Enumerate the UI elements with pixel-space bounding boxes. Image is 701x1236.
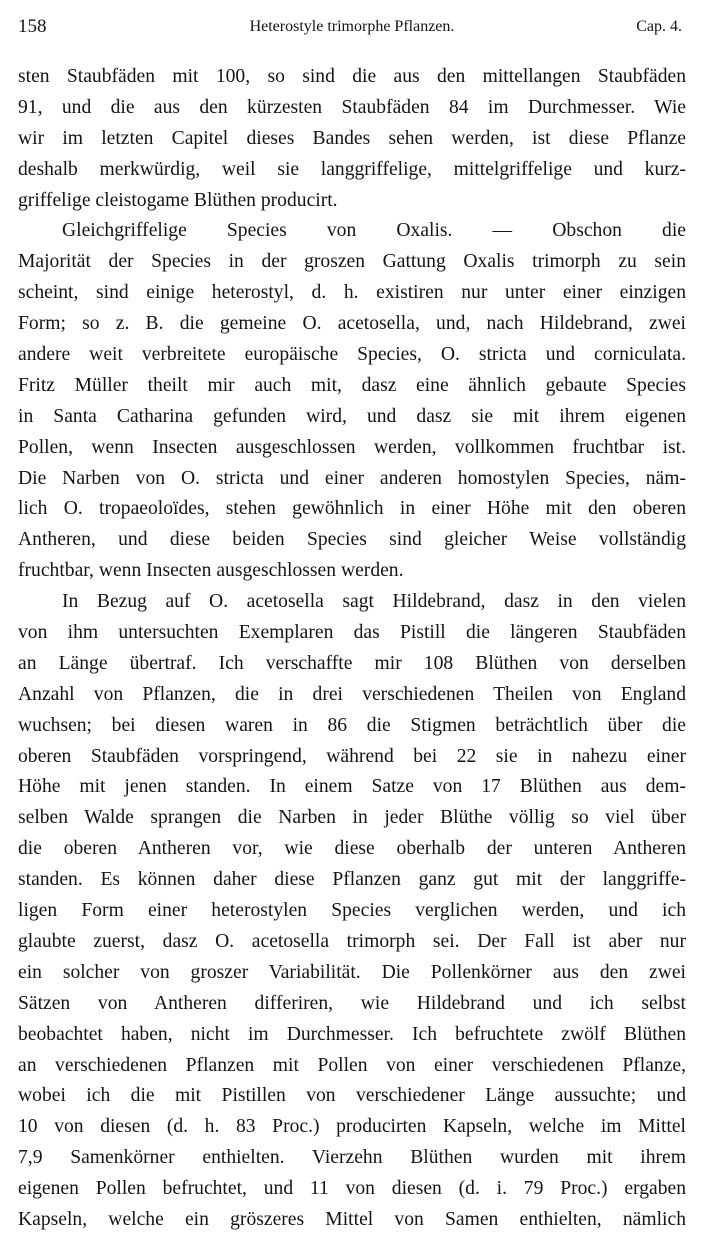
- body-text: [18, 62, 686, 1236]
- text-line: [18, 525, 686, 556]
- text-line-content: selben Walde sprangen die Narben in jeder Blüthe völlig so viel über: [18, 807, 686, 829]
- text-line: [18, 1020, 686, 1051]
- text-line: [18, 124, 686, 155]
- text-line-content: 10 von diesen (d. h. 83 Proc.) producirten Kapseln, welche im Mittel: [18, 1116, 686, 1138]
- text-line: [18, 989, 686, 1020]
- text-line-content: Kapseln, welche ein gröszeres Mittel von Samen enthielten, nämlich: [18, 1208, 686, 1230]
- text-line-content: andere weit verbreitete europäische Species, O. stricta und corniculata.: [18, 344, 686, 366]
- text-line-content: 91, und die aus den kürzesten Staubfäden 84 im Durchmesser. Wie: [18, 96, 686, 118]
- text-line: [18, 556, 686, 587]
- text-line: [18, 216, 686, 247]
- text-line-content: Form; so z. B. die gemeine O. acetosella, und, nach Hildebrand, zwei: [18, 313, 686, 335]
- text-line: [18, 1112, 686, 1143]
- running-title: Heterostyle trimorphe Pflanzen.: [249, 18, 455, 35]
- text-line-content: an Länge übertraf. Ich verschaffte mir 108 Blüthen von derselben: [18, 652, 686, 674]
- text-line: [18, 247, 686, 278]
- text-line-content: griffelige cleistogame Blüthen producirt.: [18, 189, 338, 211]
- text-line-content: wir im letzten Capitel dieses Bandes sehen werden, ist diese Pflanze: [18, 127, 686, 149]
- text-line: [18, 649, 686, 680]
- text-line-content: von ihm untersuchten Exemplaren das Pistill die längeren Staubfäden: [18, 622, 686, 644]
- text-line-content: Gleichgriffelige Species von Oxalis. — Obschon die: [62, 220, 686, 242]
- text-line: [18, 865, 686, 896]
- text-line-content: Höhe mit jenen standen. In einem Satze von 17 Blüthen aus dem-: [18, 776, 686, 798]
- text-line-content: Fritz Müller theilt mir auch mit, dasz eine ähnlich gebaute Species: [18, 374, 686, 396]
- text-line: [18, 278, 686, 309]
- text-line-content: wuchsen; bei diesen waren in 86 die Stigmen beträchtlich über die: [18, 714, 686, 736]
- book-page: [18, 12, 686, 1236]
- text-line-content: lich O. tropaeoloïdes, stehen gewöhnlich in einer Höhe mit den oberen: [18, 498, 686, 520]
- text-line: [18, 371, 686, 402]
- text-line: [18, 62, 686, 93]
- text-line: [18, 896, 686, 927]
- text-line: [18, 494, 686, 525]
- text-line: [18, 433, 686, 464]
- text-line-content: eigenen Pollen befruchtet, und 11 von diesen (d. i. 79 Proc.) ergaben: [18, 1178, 686, 1200]
- text-line: [18, 1174, 686, 1205]
- text-line-content: fruchtbar, wenn Insecten ausgeschlossen werden.: [18, 560, 404, 582]
- text-line: [18, 680, 686, 711]
- text-line-content: an verschiedenen Pflanzen mit Pollen von einer verschiedenen Pflanze,: [18, 1054, 686, 1076]
- text-line: [18, 402, 686, 433]
- page-number: 158: [18, 16, 47, 37]
- text-line-content: sten Staubfäden mit 100, so sind die aus den mittellangen Staubfäden: [18, 66, 686, 87]
- text-line: [18, 1081, 686, 1112]
- text-line: [18, 711, 686, 742]
- text-line: [18, 464, 686, 495]
- text-line: [18, 618, 686, 649]
- text-line: [18, 742, 686, 773]
- text-line-content: Anzahl von Pflanzen, die in drei verschiedenen Theilen von England: [18, 683, 686, 705]
- text-line-content: ein solcher von groszer Variabilität. Die Pollenkörner aus den zwei: [18, 961, 686, 983]
- text-line-content: 7,9 Samenkörner enthielten. Vierzehn Blüthen wurden mit ihrem: [18, 1147, 686, 1169]
- text-line-content: Majorität der Species in der groszen Gattung Oxalis trimorph zu sein: [18, 251, 686, 273]
- text-line-content: deshalb merkwürdig, weil sie langgriffelige, mittelgriffelige und kurz-: [18, 158, 686, 180]
- text-line: [18, 803, 686, 834]
- text-line: [18, 1051, 686, 1082]
- text-line: [18, 155, 686, 186]
- text-line-content: glaubte zuerst, dasz O. acetosella trimorph sei. Der Fall ist aber nur: [18, 930, 686, 952]
- text-line: [18, 340, 686, 371]
- chapter-label: Cap. 4.: [636, 18, 682, 35]
- text-line: [18, 927, 686, 958]
- text-line: [18, 186, 686, 217]
- text-line-content: wobei ich die mit Pistillen von verschiedener Länge aussuchte; und: [18, 1085, 686, 1107]
- text-line-content: In Bezug auf O. acetosella sagt Hildebrand, dasz in den vielen: [62, 591, 686, 613]
- text-line: [18, 309, 686, 340]
- running-header: [18, 12, 686, 42]
- text-line-content: oberen Staubfäden vorspringend, während bei 22 sie in nahezu einer: [18, 745, 686, 767]
- text-line: [18, 93, 686, 124]
- text-line-content: scheint, sind einige heterostyl, d. h. existiren nur unter einer einzigen: [18, 282, 686, 304]
- text-line-content: standen. Es können daher diese Pflanzen ganz gut mit der langgriffe-: [18, 869, 686, 891]
- text-line-content: Sätzen von Antheren differiren, wie Hildebrand und ich selbst: [18, 992, 686, 1014]
- text-line: [18, 1143, 686, 1174]
- text-line-content: in Santa Catharina gefunden wird, und dasz sie mit ihrem eigenen: [18, 405, 686, 427]
- text-line-content: die oberen Antheren vor, wie diese oberhalb der unteren Antheren: [18, 838, 686, 860]
- text-line-content: Pollen, wenn Insecten ausgeschlossen werden, vollkommen fruchtbar ist.: [18, 436, 686, 458]
- text-line-content: beobachtet haben, nicht im Durchmesser. Ich befruchtete zwölf Blüthen: [18, 1023, 686, 1045]
- text-line: [18, 587, 686, 618]
- text-line: [18, 958, 686, 989]
- text-line: [18, 772, 686, 803]
- text-line-content: Antheren, und diese beiden Species sind gleicher Weise vollständig: [18, 529, 686, 551]
- text-line: [18, 1205, 686, 1236]
- text-line-content: Die Narben von O. stricta und einer anderen homostylen Species, näm-: [18, 467, 686, 489]
- text-line-content: ligen Form einer heterostylen Species verglichen werden, und ich: [18, 900, 686, 922]
- text-line: [18, 834, 686, 865]
